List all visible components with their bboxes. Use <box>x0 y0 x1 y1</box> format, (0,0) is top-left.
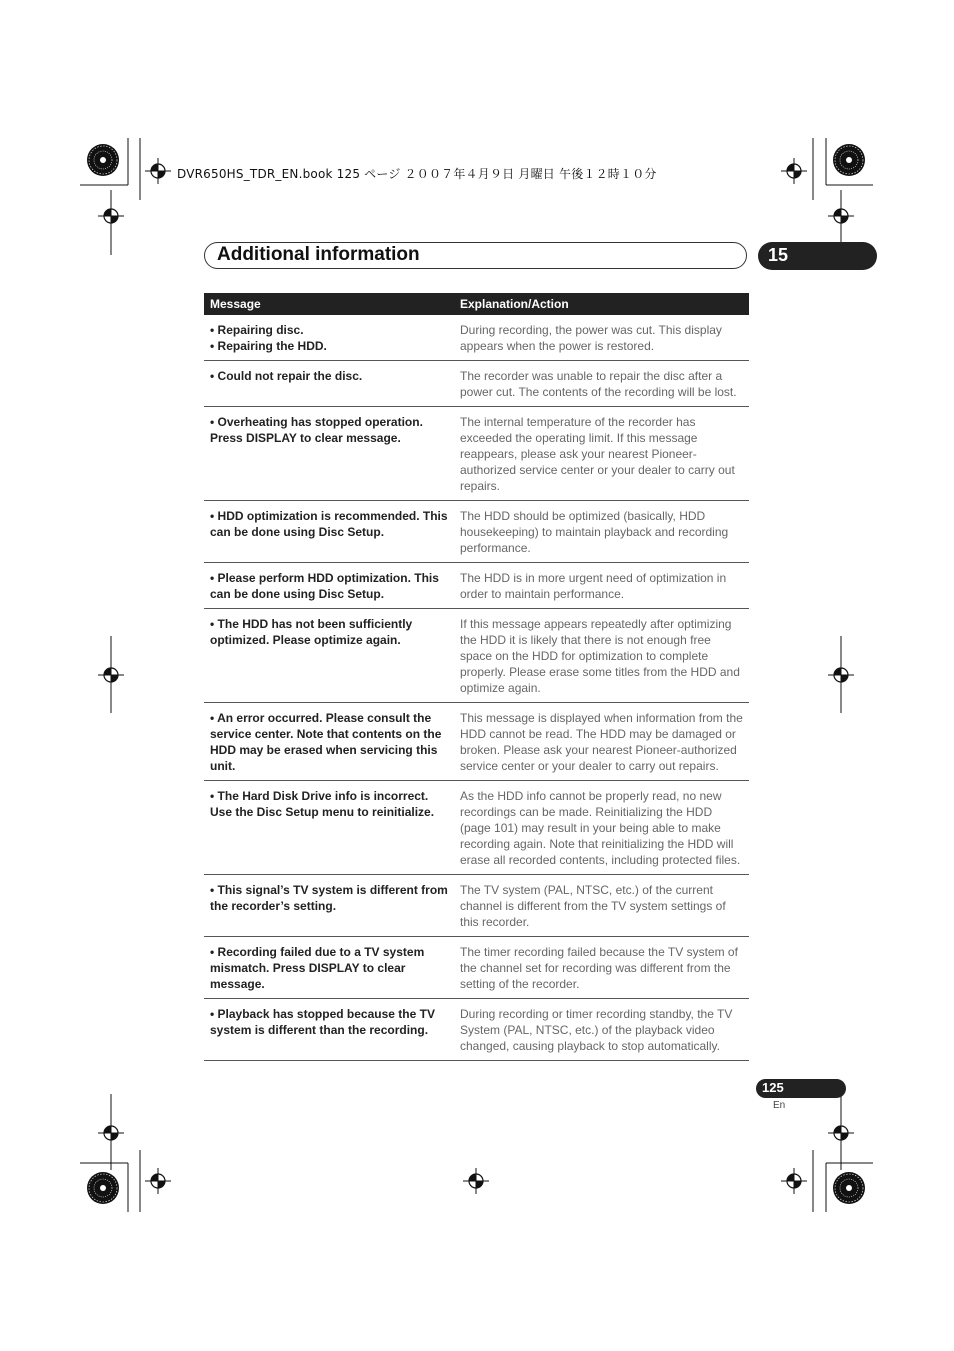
section-title: Additional information <box>217 244 420 265</box>
message-cell: • Could not repair the disc. <box>204 361 454 407</box>
explanation-cell: This message is displayed when information from the HDD cannot be read. The HDD may be damaged or broken. Please ask your nearest Pioneer-authorized service center or your dealer to carry out repairs. <box>454 703 749 781</box>
table-row <box>204 781 749 875</box>
explanation-cell: The recorder was unable to repair the disc after a power cut. The contents of the recording will be lost. <box>454 361 749 407</box>
message-cell: • HDD optimization is recommended. This can be done using Disc Setup. <box>204 501 454 563</box>
page-number-badge <box>756 1079 846 1098</box>
table-row <box>204 361 749 407</box>
message-cell: • Playback has stopped because the TV system is different than the recording. <box>204 999 454 1061</box>
explanation-cell: During recording or timer recording standby, the TV System (PAL, NTSC, etc.) of the playback video changed, causing playback to stop automatically. <box>454 999 749 1061</box>
crosshair-icon <box>145 158 171 184</box>
message-cell: • An error occurred. Please consult the service center. Note that contents on the HDD may be erased when servicing this unit. <box>204 703 454 781</box>
table-row <box>204 501 749 563</box>
table-row <box>204 999 749 1061</box>
crosshair-icon <box>98 662 124 688</box>
crosshair-icon <box>828 662 854 688</box>
section-title-bar <box>204 242 747 269</box>
star-target-icon <box>87 144 119 176</box>
message-cell: • Repairing disc. • Repairing the HDD. <box>204 315 454 361</box>
page-number: 125 <box>762 1080 784 1095</box>
message-table <box>204 293 749 1061</box>
crosshair-icon <box>463 1168 489 1194</box>
file-header: DVR650HS_TDR_EN.book 125 ページ ２００７年４月９日 月曜日 午後１２時１０分 <box>177 167 657 181</box>
explanation-cell: The HDD is in more urgent need of optimization in order to maintain performance. <box>454 563 749 609</box>
message-cell: • Overheating has stopped operation. Press DISPLAY to clear message. <box>204 407 454 501</box>
explanation-cell: The internal temperature of the recorder has exceeded the operating limit. If this message reappears, please ask your nearest Pioneer-authorized service center or your dealer to carry out repairs. <box>454 407 749 501</box>
crosshair-icon <box>781 158 807 184</box>
crosshair-icon <box>98 1120 124 1146</box>
chapter-badge <box>758 242 877 270</box>
crosshair-icon <box>98 203 124 229</box>
explanation-cell: As the HDD info cannot be properly read, no new recordings can be made. Reinitializing the HDD (page 101) may result in your being able to make recording again. Note that reinitializing the HDD will erase all recorded contents, including protected files. <box>454 781 749 875</box>
crosshair-icon <box>781 1168 807 1194</box>
table-row <box>204 315 749 361</box>
message-cell: • Recording failed due to a TV system mismatch. Press DISPLAY to clear message. <box>204 937 454 999</box>
message-cell: • Please perform HDD optimization. This can be done using Disc Setup. <box>204 563 454 609</box>
table-row <box>204 703 749 781</box>
message-cell: • The Hard Disk Drive info is incorrect. Use the Disc Setup menu to reinitialize. <box>204 781 454 875</box>
header-message: Message <box>204 293 454 315</box>
table-row <box>204 563 749 609</box>
message-cell: • This signal’s TV system is different from the recorder’s setting. <box>204 875 454 937</box>
table-row <box>204 609 749 703</box>
table-row <box>204 875 749 937</box>
chapter-number: 15 <box>768 245 789 265</box>
language-code: En <box>773 1100 786 1111</box>
table-row <box>204 407 749 501</box>
explanation-cell: The TV system (PAL, NTSC, etc.) of the current channel is different from the TV system settings of this recorder. <box>454 875 749 937</box>
explanation-cell: During recording, the power was cut. This display appears when the power is restored. <box>454 315 749 361</box>
explanation-cell: The timer recording failed because the TV system of the channel set for recording was different from the setting of the recorder. <box>454 937 749 999</box>
message-cell: • The HDD has not been sufficiently optimized. Please optimize again. <box>204 609 454 703</box>
star-target-icon <box>833 1172 865 1204</box>
crosshair-icon <box>828 203 854 229</box>
table-header-row <box>204 293 749 315</box>
crosshair-icon <box>145 1168 171 1194</box>
star-target-icon <box>833 144 865 176</box>
star-target-icon <box>87 1172 119 1204</box>
explanation-cell: The HDD should be optimized (basically, HDD housekeeping) to maintain playback and recording performance. <box>454 501 749 563</box>
table-row <box>204 937 749 999</box>
explanation-cell: If this message appears repeatedly after optimizing the HDD it is likely that there is not enough free space on the HDD for optimization to complete properly. Please erase some titles from the HDD and optimize again. <box>454 609 749 703</box>
crosshair-icon <box>828 1120 854 1146</box>
header-explanation: Explanation/Action <box>454 293 749 315</box>
